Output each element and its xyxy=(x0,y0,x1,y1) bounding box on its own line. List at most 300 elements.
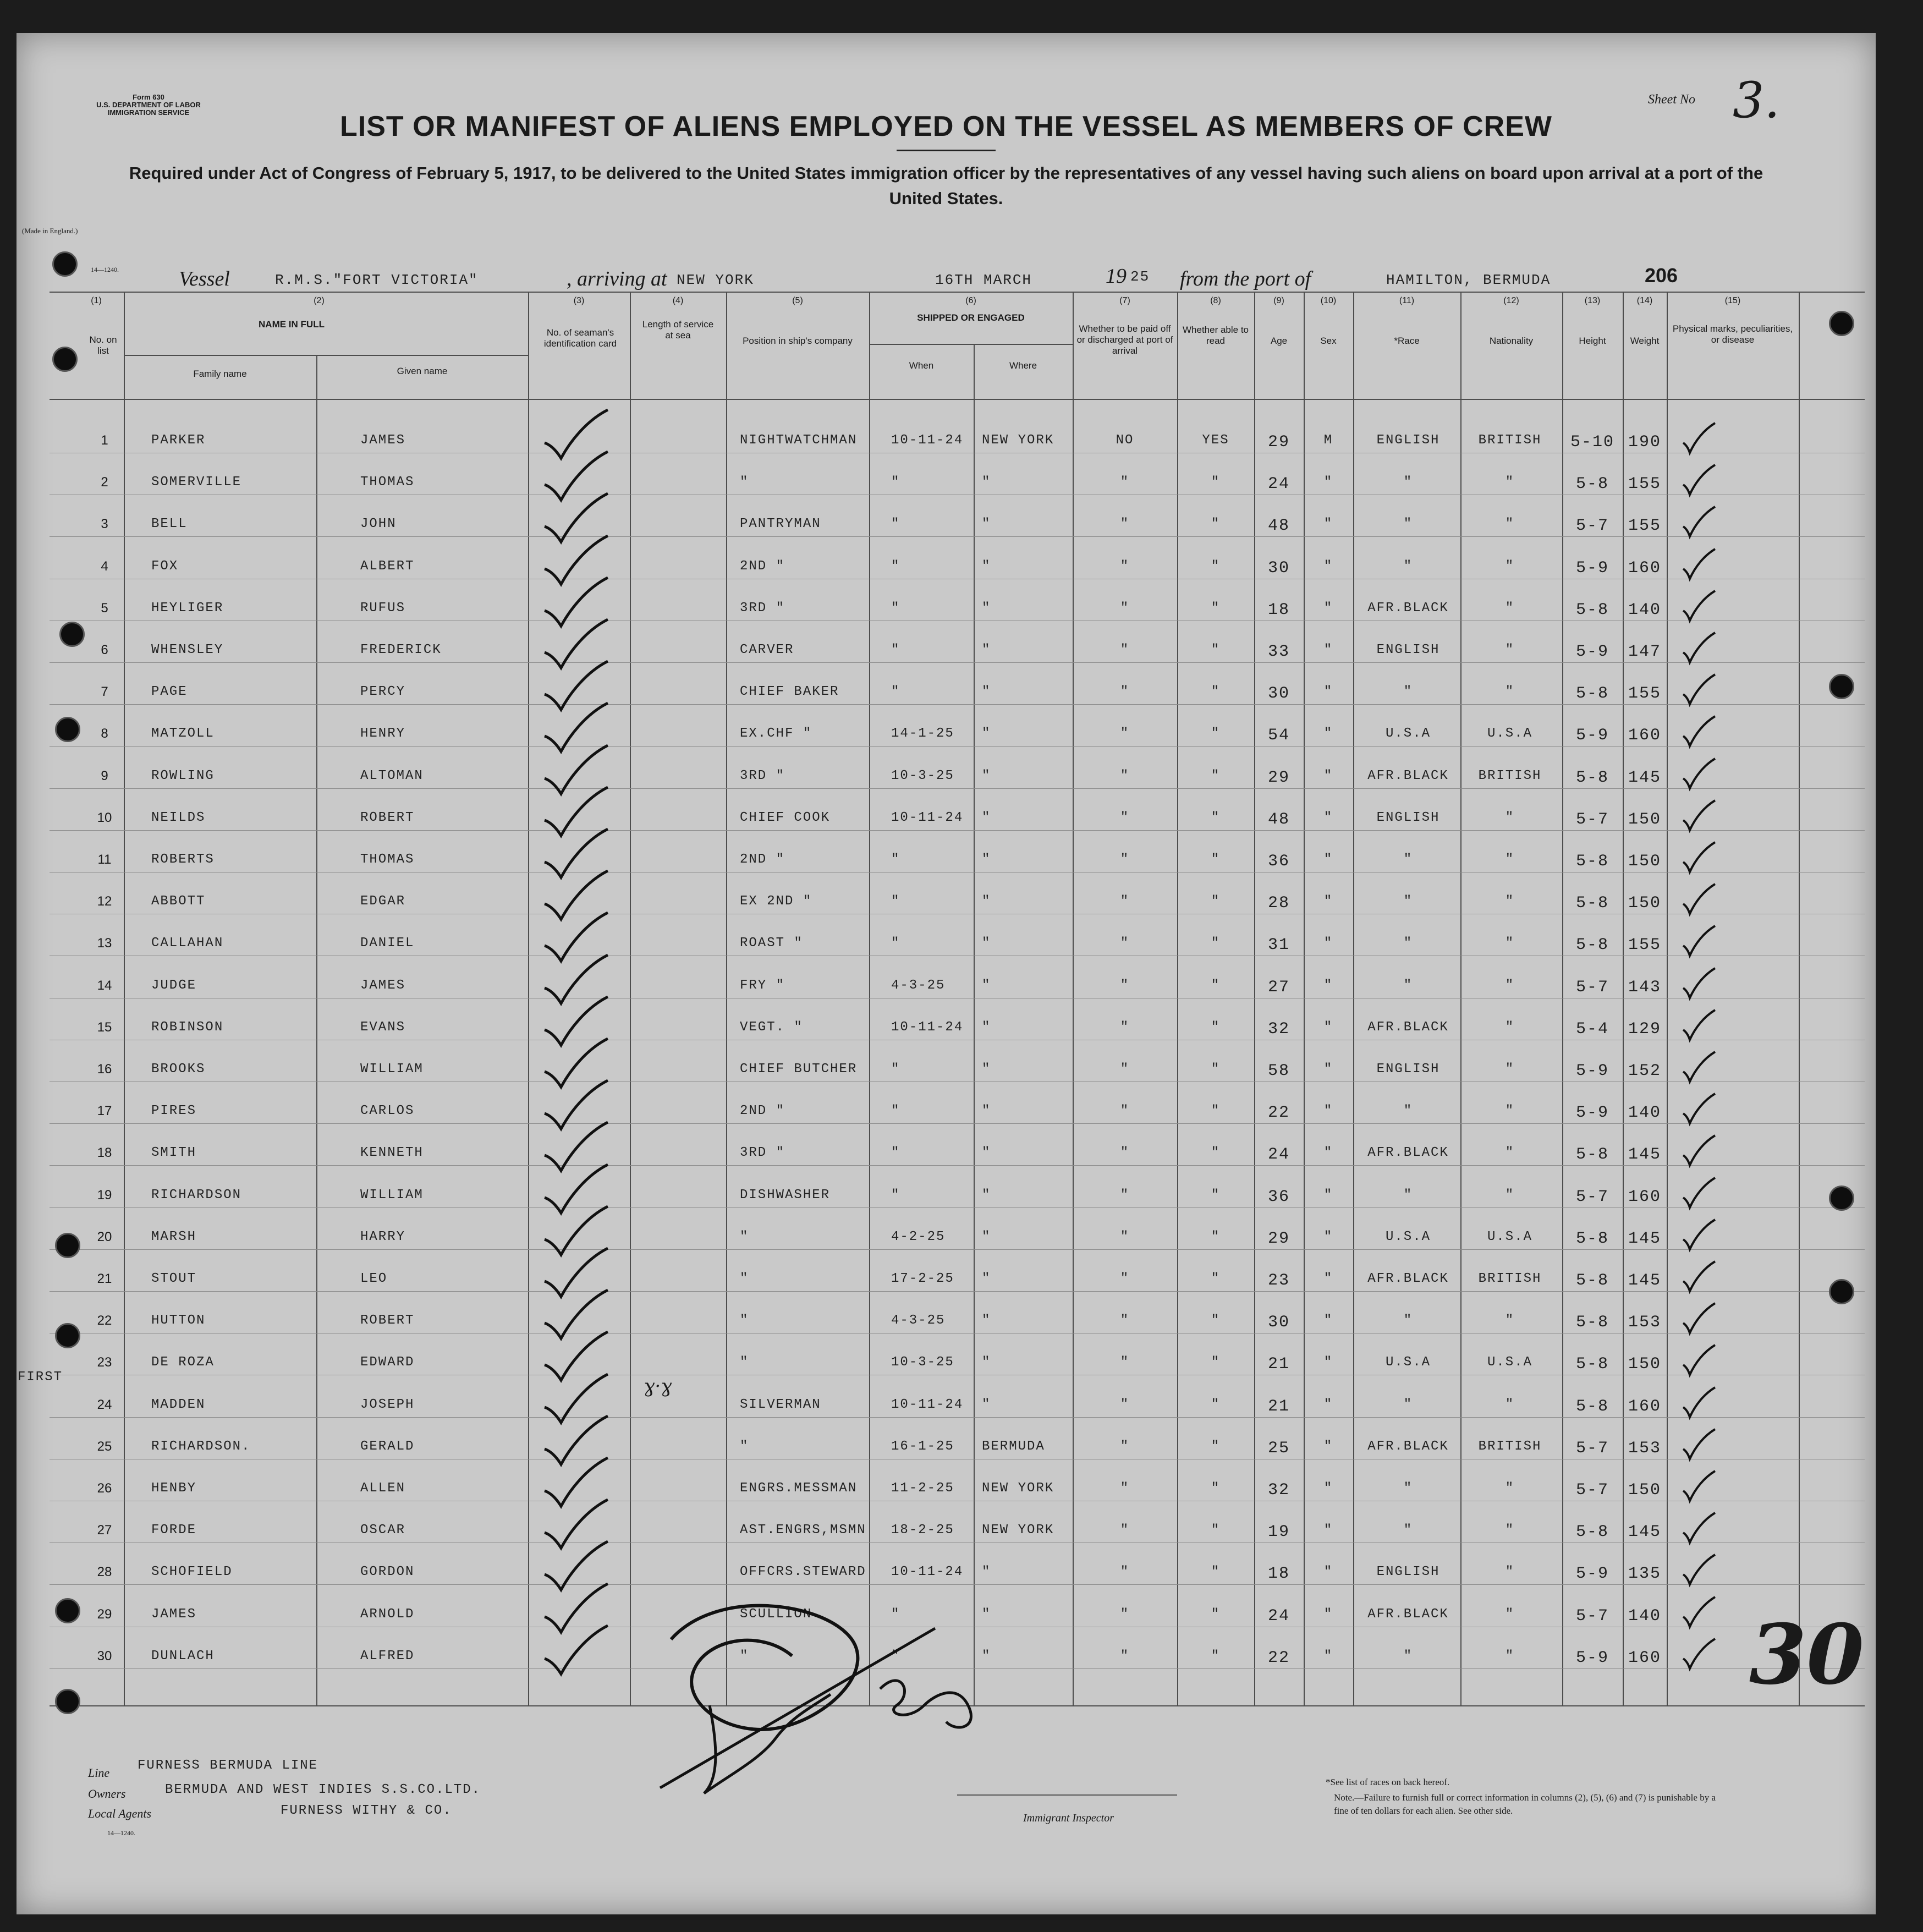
cell-height: 5-8 xyxy=(1575,768,1609,787)
cell-when: " xyxy=(891,1648,900,1664)
punch-hole xyxy=(52,347,78,372)
cell-when: 16-1-25 xyxy=(891,1439,954,1454)
line-label: Line xyxy=(88,1766,110,1780)
cell-paid: " xyxy=(1120,1648,1130,1664)
cell-when: " xyxy=(891,600,900,616)
cell-no: 25 xyxy=(97,1439,112,1454)
cell-paid: " xyxy=(1120,1355,1130,1370)
cell-sex: " xyxy=(1323,936,1333,951)
cell-sex: " xyxy=(1323,1145,1333,1161)
cell-position: " xyxy=(740,475,749,490)
cell-race: " xyxy=(1403,936,1413,951)
cell-where: " xyxy=(982,1104,991,1119)
cell-nat: " xyxy=(1505,1313,1515,1329)
cell-family: SMITH xyxy=(151,1145,197,1161)
colnum-11: (11) xyxy=(1399,296,1415,305)
cell-weight: 145 xyxy=(1628,1271,1661,1290)
cell-nat: U.S.A xyxy=(1487,1229,1532,1244)
cell-position: 2ND " xyxy=(740,1104,785,1119)
table-rule-header xyxy=(50,399,1865,400)
cell-age: 24 xyxy=(1267,475,1290,494)
cell-age: 25 xyxy=(1267,1439,1290,1458)
cell-nat: " xyxy=(1505,643,1515,657)
col-weight: Weight xyxy=(1630,336,1660,346)
check-mark-icon xyxy=(1683,506,1716,539)
col-when: When xyxy=(909,360,934,371)
punch-hole xyxy=(55,1689,80,1714)
col-id-card: No. of seaman's identification card xyxy=(543,327,617,349)
cell-read: " xyxy=(1211,1104,1221,1119)
cell-paid: " xyxy=(1120,1019,1130,1035)
cell-read: " xyxy=(1211,600,1221,616)
cell-weight: 150 xyxy=(1628,1481,1661,1500)
cell-family: SCHOFIELD xyxy=(151,1565,233,1580)
cell-race: AFR.BLACK xyxy=(1367,1606,1449,1622)
cell-when: 4-3-25 xyxy=(891,1313,946,1329)
table-rule-top xyxy=(50,292,1865,293)
cell-where: " xyxy=(982,1187,991,1203)
cell-no: 15 xyxy=(97,1019,112,1035)
departure-port: HAMILTON, BERMUDA xyxy=(1386,272,1551,288)
cell-no: 22 xyxy=(97,1313,112,1329)
cell-where: " xyxy=(982,1397,991,1412)
cell-race: AFR.BLACK xyxy=(1367,1019,1449,1035)
cell-position: CARVER xyxy=(740,643,794,657)
check-mark-icon xyxy=(1683,1009,1716,1042)
check-mark-icon xyxy=(1683,1638,1716,1671)
cell-race: " xyxy=(1403,1313,1413,1329)
check-mark-icon xyxy=(1683,841,1716,874)
cell-sex: " xyxy=(1323,1313,1333,1329)
cell-sex: " xyxy=(1323,1397,1333,1412)
cell-read: " xyxy=(1211,643,1221,657)
cell-height: 5-9 xyxy=(1575,1565,1609,1584)
cell-no: 8 xyxy=(101,726,108,742)
cell-paid: " xyxy=(1120,600,1130,616)
cell-weight: 155 xyxy=(1628,475,1661,494)
cell-nat: " xyxy=(1505,517,1515,532)
col-race: *Race xyxy=(1394,336,1420,346)
col-where: Where xyxy=(1009,360,1037,371)
cell-where: NEW YORK xyxy=(982,433,1054,448)
cell-no: 19 xyxy=(97,1187,112,1203)
cell-when: " xyxy=(891,517,900,532)
check-mark-icon xyxy=(1683,799,1716,832)
cell-read: " xyxy=(1211,1439,1221,1454)
col-paid-off: Whether to be paid off or discharged at port of arrival xyxy=(1076,323,1173,356)
cell-where: " xyxy=(982,1271,991,1286)
cell-paid: " xyxy=(1120,643,1130,657)
col-line-2 xyxy=(316,355,317,1705)
cell-paid: " xyxy=(1120,558,1130,574)
cell-read: " xyxy=(1211,1145,1221,1161)
punch-hole xyxy=(1829,311,1854,336)
cell-read: " xyxy=(1211,1648,1221,1664)
cell-read: " xyxy=(1211,1565,1221,1580)
colnum-9: (9) xyxy=(1273,296,1284,305)
cell-age: 54 xyxy=(1267,726,1290,745)
cell-nat: " xyxy=(1505,475,1515,490)
cell-family: RICHARDSON. xyxy=(151,1439,251,1454)
col-line-17 xyxy=(1799,292,1800,1705)
punch-hole xyxy=(1829,674,1854,699)
arrival-date: 16TH MARCH xyxy=(935,272,1032,288)
cell-nat: " xyxy=(1505,894,1515,909)
cell-height: 5-9 xyxy=(1575,1104,1609,1123)
cell-when: 4-3-25 xyxy=(891,978,946,993)
check-mark-icon xyxy=(1683,1428,1716,1461)
check-mark-icon xyxy=(1683,883,1716,916)
handwritten-mark: ɣ·⁠ɣ xyxy=(644,1375,672,1397)
cell-age: 32 xyxy=(1267,1481,1290,1500)
col-able-read: Whether able to read xyxy=(1182,325,1249,346)
col-name-in-full: NAME IN FULL xyxy=(259,319,325,330)
colnum-14: (14) xyxy=(1636,296,1653,305)
cell-age: 22 xyxy=(1267,1104,1290,1123)
cell-read: YES xyxy=(1202,433,1229,448)
cell-no: 6 xyxy=(101,643,108,657)
cell-height: 5-8 xyxy=(1575,1229,1609,1248)
cell-race: " xyxy=(1403,558,1413,574)
cell-given: EDGAR xyxy=(360,894,406,909)
cell-no: 16 xyxy=(97,1062,112,1077)
cell-when: 10-3-25 xyxy=(891,1355,954,1370)
races-note: *See list of races on back hereof. xyxy=(1326,1777,1450,1787)
check-mark-icon xyxy=(1683,590,1716,623)
cell-nat: " xyxy=(1505,852,1515,867)
cell-position: DISHWASHER xyxy=(740,1187,831,1203)
check-mark-icon xyxy=(1683,673,1716,706)
cell-nat: BRITISH xyxy=(1478,768,1542,783)
cell-family: STOUT xyxy=(151,1271,197,1286)
cell-given: DANIEL xyxy=(360,936,415,951)
cell-height: 5-8 xyxy=(1575,1397,1609,1416)
cell-age: 48 xyxy=(1267,517,1290,536)
check-mark-icon xyxy=(1683,1512,1716,1545)
cell-position: " xyxy=(740,1355,749,1370)
cell-no: 24 xyxy=(97,1397,112,1412)
cell-nat: " xyxy=(1505,978,1515,993)
department: U.S. DEPARTMENT OF LABOR xyxy=(96,101,201,109)
cell-no: 27 xyxy=(97,1523,112,1538)
manifest-number: 206 xyxy=(1645,264,1678,287)
inspector-label: Immigrant Inspector xyxy=(1023,1812,1114,1824)
cell-family: ROBERTS xyxy=(151,852,215,867)
cell-position: " xyxy=(740,1439,749,1454)
cell-race: ENGLISH xyxy=(1376,643,1440,657)
cell-height: 5-9 xyxy=(1575,558,1609,578)
cell-no: 18 xyxy=(97,1145,112,1161)
inspector-line xyxy=(957,1794,1177,1796)
cell-when: " xyxy=(891,1145,900,1161)
row-rule xyxy=(50,788,1865,789)
cell-given: CARLOS xyxy=(360,1104,415,1119)
cell-when: 11-2-25 xyxy=(891,1481,954,1496)
cell-paid: NO xyxy=(1116,433,1134,448)
cell-where: " xyxy=(982,643,991,657)
cell-race: AFR.BLACK xyxy=(1367,1271,1449,1286)
cell-where: NEW YORK xyxy=(982,1523,1054,1538)
cell-weight: 150 xyxy=(1628,810,1661,829)
cell-race: AFR.BLACK xyxy=(1367,600,1449,616)
cell-no: 13 xyxy=(97,936,112,951)
cell-where: " xyxy=(982,1565,991,1580)
col-family-name: Family name xyxy=(193,369,247,379)
punch-hole xyxy=(1829,1279,1854,1304)
cell-race: " xyxy=(1403,517,1413,532)
cell-position: " xyxy=(740,1229,749,1244)
cell-when: 18-2-25 xyxy=(891,1523,954,1538)
cell-given: ROBERT xyxy=(360,810,415,825)
cell-where: NEW YORK xyxy=(982,1481,1054,1496)
made-in: (Made in England.) xyxy=(22,227,78,235)
cell-paid: " xyxy=(1120,1523,1130,1538)
cell-age: 28 xyxy=(1267,894,1290,913)
cell-age: 21 xyxy=(1267,1397,1290,1416)
cell-sex: " xyxy=(1323,978,1333,993)
row-rule xyxy=(50,1249,1865,1250)
cell-paid: " xyxy=(1120,517,1130,532)
cell-when: " xyxy=(891,684,900,700)
cell-family: HUTTON xyxy=(151,1313,206,1329)
cell-no: 7 xyxy=(101,684,108,700)
cell-where: " xyxy=(982,558,991,574)
cell-where: " xyxy=(982,768,991,783)
cell-nat: " xyxy=(1505,684,1515,700)
cell-family: WHENSLEY xyxy=(151,643,224,657)
cell-age: 32 xyxy=(1267,1019,1290,1039)
cell-weight: 153 xyxy=(1628,1313,1661,1332)
colnum-10: (10) xyxy=(1320,296,1337,305)
cell-where: " xyxy=(982,1313,991,1329)
cell-sex: " xyxy=(1323,852,1333,867)
form-number: Form 630 xyxy=(133,93,164,101)
cell-read: " xyxy=(1211,810,1221,825)
col-length-service: Length of service at sea xyxy=(642,319,714,341)
cell-weight: 145 xyxy=(1628,768,1661,787)
check-mark-icon xyxy=(1683,1093,1716,1126)
cell-no: 11 xyxy=(97,852,112,867)
cell-nat: U.S.A xyxy=(1487,1355,1532,1370)
cell-age: 29 xyxy=(1267,1229,1290,1248)
owners-value: BERMUDA AND WEST INDIES S.S.CO.LTD. xyxy=(165,1782,481,1797)
cell-nat: " xyxy=(1505,1145,1515,1161)
cell-given: THOMAS xyxy=(360,852,415,867)
colnum-1: (1) xyxy=(91,296,102,305)
cell-position: " xyxy=(740,1313,749,1329)
cell-race: U.S.A xyxy=(1385,726,1431,742)
cell-sex: " xyxy=(1323,894,1333,909)
cell-read: " xyxy=(1211,1481,1221,1496)
cell-weight: 147 xyxy=(1628,643,1661,661)
row-rule xyxy=(50,662,1865,663)
cell-sex: " xyxy=(1323,1606,1333,1622)
cell-paid: " xyxy=(1120,1439,1130,1454)
agents-value: FURNESS WITHY & CO. xyxy=(281,1803,452,1818)
cell-height: 5-8 xyxy=(1575,1313,1609,1332)
col-line-3 xyxy=(528,292,529,1705)
cell-where: " xyxy=(982,1019,991,1035)
cell-sex: " xyxy=(1323,1229,1333,1244)
check-mark-icon xyxy=(1683,1344,1716,1377)
cell-weight: 160 xyxy=(1628,1397,1661,1416)
cell-read: " xyxy=(1211,1397,1221,1412)
vessel-name: R.M.S."FORT VICTORIA" xyxy=(275,272,479,288)
check-mark-icon xyxy=(1683,1219,1716,1252)
colnum-7: (7) xyxy=(1119,296,1130,305)
cell-weight: 140 xyxy=(1628,1606,1661,1626)
cell-read: " xyxy=(1211,1229,1221,1244)
cell-sex: " xyxy=(1323,600,1333,616)
colnum-5: (5) xyxy=(792,296,803,305)
cell-race: U.S.A xyxy=(1385,1355,1431,1370)
colnum-3: (3) xyxy=(573,296,585,305)
cell-sex: " xyxy=(1323,768,1333,783)
cell-family: HEYLIGER xyxy=(151,600,224,616)
cell-nat: " xyxy=(1505,1187,1515,1203)
check-mark-icon xyxy=(1683,422,1716,455)
cell-read: " xyxy=(1211,1606,1221,1622)
arriving-label: , arriving at xyxy=(567,267,667,290)
cell-given: GORDON xyxy=(360,1565,415,1580)
cell-no: 1 xyxy=(101,433,108,448)
cell-height: 5-8 xyxy=(1575,936,1609,955)
punch-hole xyxy=(55,1598,80,1623)
owners-label: Owners xyxy=(88,1787,126,1801)
row-rule xyxy=(50,1123,1865,1124)
cell-sex: " xyxy=(1323,1481,1333,1496)
cell-position: 2ND " xyxy=(740,558,785,574)
cell-no: 2 xyxy=(101,475,108,490)
cell-sex: " xyxy=(1323,1187,1333,1203)
cell-family: HENBY xyxy=(151,1481,197,1496)
cell-weight: 129 xyxy=(1628,1019,1661,1039)
cell-weight: 150 xyxy=(1628,852,1661,871)
cell-weight: 160 xyxy=(1628,558,1661,578)
cell-position: " xyxy=(740,1648,749,1664)
row-rule xyxy=(50,1165,1865,1166)
cell-age: 29 xyxy=(1267,768,1290,787)
col-height: Height xyxy=(1579,336,1606,346)
cell-paid: " xyxy=(1120,1397,1130,1412)
cell-position: SCULLION xyxy=(740,1606,812,1622)
cell-age: 18 xyxy=(1267,1565,1290,1584)
col-line-4 xyxy=(630,292,631,1705)
cell-no: 21 xyxy=(97,1271,112,1286)
cell-nat: " xyxy=(1505,810,1515,825)
col-line-6 xyxy=(869,292,870,1705)
cell-height: 5-8 xyxy=(1575,1523,1609,1542)
cell-position: CHIEF COOK xyxy=(740,810,831,825)
cell-age: 31 xyxy=(1267,936,1290,955)
cell-sex: " xyxy=(1323,1523,1333,1538)
cell-given: ALFRED xyxy=(360,1648,415,1664)
col-sex: Sex xyxy=(1320,336,1337,346)
cell-given: EVANS xyxy=(360,1019,406,1035)
cell-race: AFR.BLACK xyxy=(1367,1439,1449,1454)
cell-where: " xyxy=(982,517,991,532)
cell-nat: " xyxy=(1505,1523,1515,1538)
cell-given: ALBERT xyxy=(360,558,415,574)
cell-weight: 152 xyxy=(1628,1062,1661,1080)
cell-age: 29 xyxy=(1267,433,1290,452)
cell-given: FREDERICK xyxy=(360,643,442,657)
cell-read: " xyxy=(1211,1271,1221,1286)
cell-where: " xyxy=(982,475,991,490)
colnum-6: (6) xyxy=(965,296,976,305)
cell-when: " xyxy=(891,1606,900,1622)
cell-paid: " xyxy=(1120,1187,1130,1203)
cell-no: 20 xyxy=(97,1229,112,1244)
cell-height: 5-8 xyxy=(1575,1145,1609,1165)
cell-given: ALTOMAN xyxy=(360,768,424,783)
cell-age: 58 xyxy=(1267,1062,1290,1080)
cell-age: 19 xyxy=(1267,1523,1290,1542)
inspector-signature xyxy=(649,1595,1045,1804)
cell-paid: " xyxy=(1120,978,1130,993)
cell-age: 36 xyxy=(1267,1187,1290,1206)
cell-sex: " xyxy=(1323,558,1333,574)
cell-sex: " xyxy=(1323,1439,1333,1454)
col-no-on-list: No. on list xyxy=(89,334,117,356)
cell-race: ENGLISH xyxy=(1376,810,1440,825)
cell-nat: " xyxy=(1505,936,1515,951)
cell-age: 30 xyxy=(1267,684,1290,704)
cell-no: 5 xyxy=(101,600,108,616)
cell-when: " xyxy=(891,1187,900,1203)
col-line-5 xyxy=(726,292,727,1705)
cell-race: " xyxy=(1403,894,1413,909)
row-rule xyxy=(50,830,1865,831)
cell-when: 10-11-24 xyxy=(891,1397,964,1412)
cell-family: RICHARDSON xyxy=(151,1187,242,1203)
cell-when: 10-11-24 xyxy=(891,433,964,448)
cell-paid: " xyxy=(1120,852,1130,867)
sheet-label: Sheet No xyxy=(1648,92,1695,107)
colnum-12: (12) xyxy=(1503,296,1519,305)
cell-family: CALLAHAN xyxy=(151,936,224,951)
total-count: 30 xyxy=(1749,1606,1864,1703)
cell-when: 10-3-25 xyxy=(891,768,954,783)
cell-when: 10-11-24 xyxy=(891,1565,964,1580)
cell-read: " xyxy=(1211,1355,1221,1370)
cell-when: " xyxy=(891,1062,900,1077)
cell-read: " xyxy=(1211,558,1221,574)
cell-sex: " xyxy=(1323,643,1333,657)
row-rule xyxy=(50,1417,1865,1418)
cell-read: " xyxy=(1211,517,1221,532)
check-mark-icon xyxy=(1683,464,1716,497)
cell-nat: " xyxy=(1505,558,1515,574)
cell-position: AST.ENGRS,MSMN xyxy=(740,1523,866,1538)
cell-no: 30 xyxy=(97,1648,112,1664)
cell-family: MARSH xyxy=(151,1229,197,1244)
cell-read: " xyxy=(1211,852,1221,867)
cell-no: 10 xyxy=(97,810,112,825)
col-shipped: SHIPPED OR ENGAGED xyxy=(917,312,1025,323)
row-rule xyxy=(50,1584,1865,1585)
title-rule xyxy=(897,150,996,151)
cell-height: 5-8 xyxy=(1575,894,1609,913)
cell-position: 3RD " xyxy=(740,600,785,616)
cell-nat: BRITISH xyxy=(1478,1439,1542,1454)
page-title: LIST OR MANIFEST OF ALIENS EMPLOYED ON THE VESSEL AS MEMBERS OF CREW xyxy=(340,111,1552,142)
cell-nat: U.S.A xyxy=(1487,726,1532,742)
cell-paid: " xyxy=(1120,1145,1130,1161)
cell-race: " xyxy=(1403,1481,1413,1496)
cell-read: " xyxy=(1211,726,1221,742)
cell-position: " xyxy=(740,1271,749,1286)
